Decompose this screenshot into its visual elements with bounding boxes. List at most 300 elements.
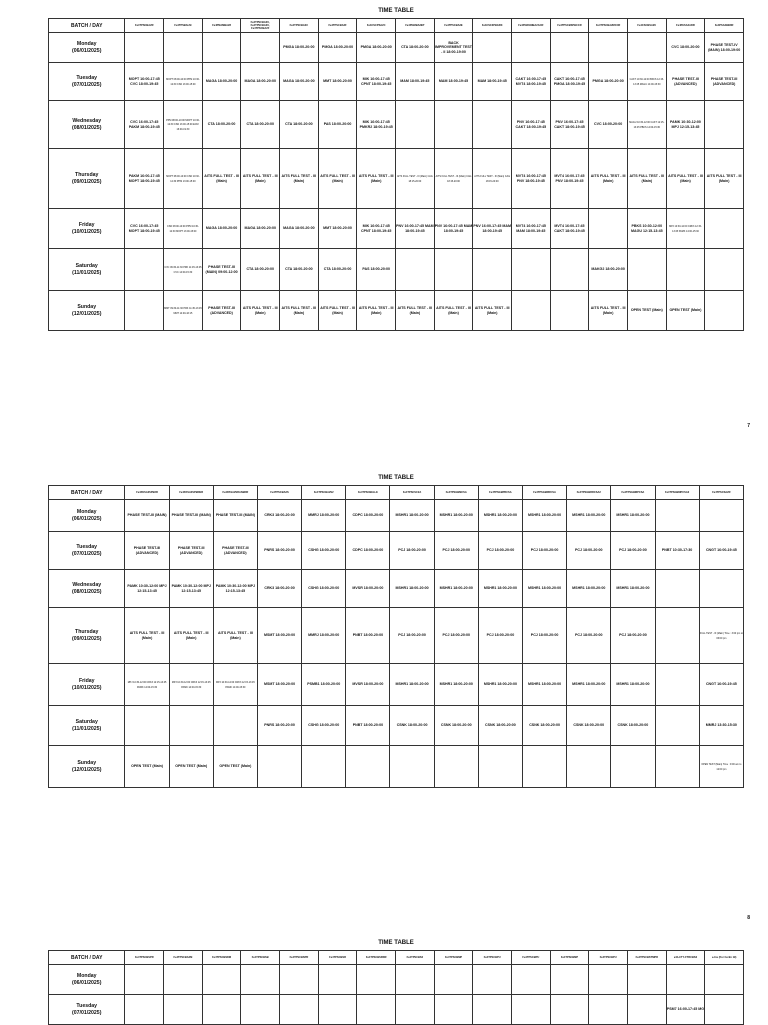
schedule-entry: AITS FULL TEST - III (Main) CAG 18:15-20:00	[435, 175, 472, 183]
schedule-cell	[213, 608, 257, 664]
schedule-cell	[567, 570, 611, 608]
header-row	[49, 486, 744, 500]
schedule-entry: MSHR1 18:00-20:00	[395, 513, 429, 518]
schedule-cell	[655, 500, 699, 532]
schedule-cell	[202, 209, 241, 249]
day-cell	[49, 291, 125, 331]
schedule-cell	[164, 995, 203, 1025]
schedule-cell	[396, 63, 435, 101]
schedule-entry: CAKT 10:30-12:00 BKKS 12:15-13:45 MAGU 14:00-15:30	[629, 78, 664, 86]
schedule-cell	[357, 965, 396, 995]
schedule-entry: CTA 18:00-20:00	[323, 267, 352, 272]
day-cell	[49, 500, 125, 532]
schedule-cell	[357, 101, 396, 149]
schedule-cell	[125, 209, 164, 249]
schedule-cell	[434, 664, 478, 706]
schedule-cell	[241, 995, 280, 1025]
schedule-cell	[512, 149, 551, 209]
schedule-entry: MVSR 18:00-20:00	[352, 682, 384, 687]
schedule-cell	[434, 995, 473, 1025]
page-number: 7	[747, 423, 750, 429]
batch-column-header: Fe4TPSCBA2M	[164, 951, 203, 965]
schedule-entry: AITS FULL TEST - III (Main)	[358, 306, 394, 315]
schedule-cell	[589, 149, 628, 209]
schedule-cell	[550, 63, 589, 101]
schedule-entry: CAKT 16:00-17:45 MVT4 18:00-19:45	[515, 77, 547, 86]
page-title: TIME TABLE	[378, 940, 414, 946]
day-cell	[49, 33, 125, 63]
schedule-entry: PHASE TEST-III (ADVANCED)	[222, 546, 249, 555]
table-row	[49, 965, 744, 995]
schedule-cell	[357, 63, 396, 101]
day-name: Monday	[76, 972, 97, 979]
schedule-entry: MOPT 08:00-10:00 CSD 10:30-12:30 PPM 13:00-15:00	[166, 175, 200, 183]
schedule-cell	[567, 746, 611, 788]
batch-column-header: Fe4TPSCBA2S	[257, 486, 301, 500]
batch-column-header: Fe4PASA2SPBDER	[169, 486, 213, 500]
schedule-entry: PNBT 18:00-20:00	[352, 633, 384, 638]
timetable-grid	[48, 950, 744, 1025]
schedule-entry: PCJ 18:00-20:00	[530, 548, 559, 553]
schedule-entry: MAGA 18:00-20:00	[244, 226, 276, 231]
day-cell	[49, 249, 125, 291]
schedule-entry: PNV 16:00-17:45 CAKT 18:00-19:45	[554, 120, 585, 129]
day-cell	[49, 995, 125, 1025]
table-row	[49, 570, 744, 608]
schedule-entry: PHASE TEST-III (ADVANCED)	[710, 77, 738, 86]
schedule-cell	[627, 209, 666, 249]
schedule-cell	[699, 706, 743, 746]
schedule-entry: MSHR1 18:00-20:00	[616, 586, 650, 591]
batch-column-header: Fe4TPSCBSB	[241, 951, 280, 965]
schedule-entry: CRK3 18:00-20:00	[264, 513, 295, 518]
schedule-cell	[705, 63, 744, 101]
schedule-cell	[390, 570, 434, 608]
batch-column-header: Fe4TPSCSC2A	[390, 486, 434, 500]
schedule-entry: MSHR1 18:00-20:00	[616, 682, 650, 687]
day-cell	[49, 965, 125, 995]
schedule-cell	[567, 500, 611, 532]
schedule-entry: PCJ 18:00-20:00	[530, 633, 559, 638]
schedule-entry: AITS FULL TEST - III (Main)	[129, 631, 165, 640]
batch-column-header: Fe4TPSCBSRDR	[357, 951, 396, 965]
schedule-entry: AITS FULL TEST - III (Main)	[242, 306, 278, 315]
schedule-cell	[478, 706, 522, 746]
schedule-cell	[357, 209, 396, 249]
schedule-entry: MSMT 18:00-20:00	[263, 633, 296, 638]
schedule-cell	[655, 664, 699, 706]
schedule-cell	[589, 209, 628, 249]
schedule-entry: MVT4 16:00-17:45 MAM 18:00-19:45	[515, 224, 546, 233]
schedule-entry: OPEN TEST (Main)	[175, 764, 208, 769]
schedule-cell	[164, 965, 203, 995]
schedule-entry: AITS FULL TEST - III (Main) CAG 18:15-20:00	[396, 175, 433, 183]
schedule-cell	[257, 608, 301, 664]
schedule-entry: CSNK 18:00-20:00	[617, 723, 649, 728]
schedule-entry: MOPT 08:00-10:00 PPM 10:30-12:30 CSD 13:00-15:00	[166, 78, 200, 86]
schedule-entry: MSHR1 18:00-20:00	[572, 513, 606, 518]
schedule-entry: PHASE TEST-III (ADVANCED)	[177, 546, 205, 555]
schedule-cell	[611, 664, 655, 706]
schedule-entry: CVC 18:00-20:00	[594, 122, 623, 127]
schedule-cell	[318, 101, 357, 149]
header-row	[49, 951, 744, 965]
schedule-cell	[627, 291, 666, 331]
schedule-cell	[280, 63, 319, 101]
schedule-cell	[202, 63, 241, 101]
schedule-entry: PMGA 18:00-20:00	[321, 45, 354, 50]
day-cell	[49, 532, 125, 570]
schedule-entry: PCJ 18:00-20:00	[574, 548, 603, 553]
schedule-cell	[396, 249, 435, 291]
schedule-entry: PBKS 10:30-12:00 MAGU 12:15-13:45	[631, 224, 663, 233]
day-name: Thursday	[75, 171, 99, 178]
schedule-cell	[125, 965, 164, 995]
schedule-entry: AITS FULL TEST - III (Main)	[218, 631, 253, 640]
schedule-entry: PSM7 16:00-17:45 MG	[666, 1007, 705, 1012]
schedule-cell	[125, 101, 164, 149]
schedule-entry: PNV 16:00-17:45 MAM 18:00-19:45	[396, 224, 434, 233]
schedule-cell	[390, 500, 434, 532]
schedule-entry: MAGA 18:00-20:00	[283, 226, 315, 231]
schedule-entry: MIK 16:00-17:45 CPNT 18:00-19:45	[361, 224, 392, 233]
schedule-entry: MSHR1 18:00-20:00	[528, 682, 562, 687]
schedule-cell	[627, 995, 666, 1025]
schedule-cell	[705, 249, 744, 291]
schedule-entry: MAM 18:00-19:45	[438, 79, 469, 84]
table-row	[49, 291, 744, 331]
schedule-entry: AITS FULL TEST - III (Main) CAG 18:15-20:00	[474, 175, 511, 183]
batch-column-header: Fe4TPSCSA2R	[699, 486, 743, 500]
schedule-cell	[666, 63, 705, 101]
schedule-cell	[213, 664, 257, 706]
table-row	[49, 746, 744, 788]
schedule-entry: PHASE TEST-III (ADVANCED)	[672, 77, 699, 86]
schedule-entry: MSHR1 18:00-20:00	[528, 586, 562, 591]
batch-column-header: Fe4TPSGBMCSA	[434, 486, 478, 500]
schedule-entry: MVT4 16:00-17:45 PNV 18:00-19:45	[554, 174, 585, 183]
schedule-cell	[523, 500, 567, 532]
schedule-entry: MSHR1 18:00-20:00	[483, 513, 517, 518]
day-date: (12/01/2025)	[72, 766, 102, 773]
batch-column-header: Fe4TPSCBSDM	[202, 951, 241, 965]
schedule-cell	[478, 500, 522, 532]
day-date: (11/01/2025)	[72, 725, 102, 732]
schedule-cell	[699, 608, 743, 664]
batch-column-header: Fe4TPSCBA2F	[318, 19, 357, 33]
schedule-cell	[473, 101, 512, 149]
batch-column-header: Fe4TPSCBA2S2	[302, 486, 346, 500]
schedule-cell	[512, 291, 551, 331]
schedule-cell	[169, 570, 213, 608]
day-date: (09/01/2025)	[72, 178, 102, 185]
schedule-cell	[434, 532, 478, 570]
schedule-cell	[213, 500, 257, 532]
schedule-cell	[169, 608, 213, 664]
schedule-cell	[241, 291, 280, 331]
schedule-entry: PCJ 18:00-20:00	[442, 633, 471, 638]
schedule-cell	[164, 249, 203, 291]
schedule-entry: AITS FULL TEST - III (Main)	[629, 174, 665, 183]
schedule-cell	[302, 706, 346, 746]
batch-column-header: Fe4TPSCBMP	[550, 951, 589, 965]
schedule-cell	[346, 664, 390, 706]
schedule-entry: PCJ 18:00-20:00	[442, 548, 471, 553]
schedule-cell	[434, 101, 473, 149]
schedule-entry: PSMB1 18:00-20:00	[307, 682, 341, 687]
schedule-cell	[705, 965, 744, 995]
schedule-entry: MMRJ 13:30-15:30	[705, 723, 737, 728]
schedule-cell	[125, 608, 169, 664]
schedule-cell	[318, 33, 357, 63]
schedule-cell	[611, 532, 655, 570]
schedule-cell	[473, 249, 512, 291]
schedule-entry: AITS FULL TEST - III (Main)	[320, 306, 355, 315]
timetable-grid	[48, 18, 744, 331]
schedule-entry: CSHG 18:00-20:00	[308, 586, 340, 591]
schedule-entry: MAGA 18:00-20:00	[283, 79, 315, 84]
timetable-grid	[48, 485, 744, 788]
schedule-cell	[434, 965, 473, 995]
schedule-cell	[280, 995, 319, 1025]
schedule-cell	[550, 33, 589, 63]
batch-column-header: Fe4TPSCBSPBCCR	[550, 19, 589, 33]
table-row	[49, 500, 744, 532]
schedule-entry: PNV 16:00-17:45 MAM 18:00-19:45	[473, 224, 511, 233]
schedule-cell	[666, 149, 705, 209]
schedule-entry: MVSR 18:00-20:00	[352, 586, 384, 591]
schedule-cell	[125, 570, 169, 608]
schedule-cell	[627, 101, 666, 149]
schedule-entry: MSHR1 18:00-20:00	[483, 586, 517, 591]
schedule-entry: CTA 18:00-20:00	[285, 267, 313, 272]
day-cell	[49, 608, 125, 664]
schedule-cell	[346, 746, 390, 788]
schedule-entry: MAM 18:00-19:45	[477, 79, 507, 84]
schedule-cell	[523, 706, 567, 746]
schedule-cell	[478, 746, 522, 788]
schedule-entry: MSHR1 18:00-20:00	[439, 682, 473, 687]
schedule-cell	[589, 63, 628, 101]
schedule-cell	[396, 209, 435, 249]
schedule-cell	[164, 291, 203, 331]
day-name: Saturday	[75, 718, 98, 725]
page-number: 8	[747, 915, 750, 921]
schedule-cell	[611, 706, 655, 746]
day-name: Wednesday	[72, 581, 102, 588]
schedule-cell	[567, 664, 611, 706]
schedule-entry: MAM 18:00-19:45	[400, 79, 430, 84]
batch-column-header: e-Ins (For Cerlm 19)	[705, 951, 744, 965]
schedule-cell	[125, 664, 169, 706]
schedule-cell	[202, 149, 241, 209]
schedule-cell	[357, 33, 396, 63]
schedule-cell	[434, 33, 473, 63]
schedule-entry: PNBT 18:00-20:00	[352, 723, 384, 728]
schedule-cell	[169, 500, 213, 532]
schedule-cell	[202, 249, 241, 291]
schedule-cell	[523, 570, 567, 608]
schedule-cell	[512, 965, 551, 995]
schedule-cell	[318, 291, 357, 331]
schedule-cell	[478, 608, 522, 664]
schedule-cell	[302, 532, 346, 570]
schedule-cell	[473, 965, 512, 995]
schedule-cell	[705, 101, 744, 149]
schedule-entry: BACK IMPROVEMENT TEST - II 18:00-19:00	[435, 40, 472, 54]
schedule-cell	[627, 965, 666, 995]
schedule-cell	[390, 608, 434, 664]
day-name: Saturday	[75, 262, 98, 269]
schedule-entry: CVC 18:00-20:00	[671, 45, 700, 50]
schedule-cell	[512, 249, 551, 291]
schedule-entry: CDPC 18:00-20:00	[352, 513, 384, 518]
schedule-cell	[434, 249, 473, 291]
schedule-entry: CSNK 18:00-20:00	[396, 723, 428, 728]
schedule-cell	[346, 706, 390, 746]
schedule-entry: MMT 09:30-11:30 PRK 11:45-13:45 MMT 14:00-16:15	[164, 307, 202, 315]
schedule-entry: PAKM 16:00-17:45 MOPT 18:00-19:45	[128, 174, 160, 183]
batch-column-header: Fe4CSCPSA2C	[357, 19, 396, 33]
schedule-entry: MSHR1 18:00-20:00	[439, 586, 473, 591]
schedule-entry: MSHR1 18:00-20:00	[439, 513, 473, 518]
table-row	[49, 33, 744, 63]
schedule-cell	[666, 101, 705, 149]
timetable-page-3	[48, 940, 744, 1025]
table-row	[49, 706, 744, 746]
schedule-cell	[164, 101, 203, 149]
day-name: Tuesday	[76, 1002, 98, 1009]
schedule-cell	[589, 249, 628, 291]
schedule-entry: PAMK 10:30-12:00 MPJ 12:15-13:45	[171, 584, 211, 593]
schedule-cell	[257, 570, 301, 608]
schedule-entry: PNRS 18:00-20:00	[264, 548, 295, 553]
schedule-cell	[699, 570, 743, 608]
batch-day-header: BATCH / DAY	[49, 19, 125, 33]
day-date: (07/01/2025)	[72, 81, 102, 88]
schedule-cell	[346, 608, 390, 664]
batch-column-header: Fe4PASA2ADR	[666, 19, 705, 33]
schedule-cell	[512, 209, 551, 249]
schedule-entry: MPJ 10:30-12:00 CRK3 12:15-13:45 PAMK 14:00-15:30	[669, 225, 702, 233]
schedule-entry: PCJ 18:00-20:00	[619, 548, 647, 553]
batch-column-header: Fe4TPSCBPU	[512, 951, 551, 965]
schedule-cell	[390, 746, 434, 788]
schedule-cell	[550, 209, 589, 249]
schedule-entry: PHASE TEST-III (MAIN)	[171, 513, 211, 518]
batch-column-header: Fe4TPSGBRRCSA2	[567, 486, 611, 500]
schedule-cell	[280, 149, 319, 209]
schedule-cell	[202, 101, 241, 149]
table-row	[49, 664, 744, 706]
batch-day-header: BATCH / DAY	[49, 951, 125, 965]
batch-column-header: e4h-CTY-FTRCBS3	[666, 951, 705, 965]
schedule-entry: PNRS 18:00-20:00	[264, 723, 295, 728]
table-row	[49, 249, 744, 291]
table-row	[49, 995, 744, 1025]
schedule-cell	[705, 291, 744, 331]
schedule-entry: FULL TEST - III (Main) Time : 3:00 pm to 06:00 pm	[699, 632, 743, 640]
schedule-cell	[357, 995, 396, 1025]
schedule-entry: CVC 09:30-11:30 PRK 11:45-13:45 CVC 14:00-15:30	[164, 266, 202, 274]
schedule-cell	[396, 149, 435, 209]
schedule-cell	[318, 209, 357, 249]
schedule-cell	[280, 965, 319, 995]
schedule-cell	[550, 995, 589, 1025]
schedule-cell	[512, 33, 551, 63]
schedule-entry: AITS FULL TEST - III (Main)	[590, 174, 626, 183]
batch-column-header: Fe4TPSCBSTMPR	[627, 951, 666, 965]
schedule-cell	[302, 500, 346, 532]
schedule-cell	[390, 532, 434, 570]
day-date: (12/01/2025)	[72, 310, 102, 317]
schedule-entry: CSHG 18:00-20:00	[308, 548, 340, 553]
schedule-cell	[473, 63, 512, 101]
batch-day-header: BATCH / DAY	[49, 486, 125, 500]
schedule-cell	[550, 249, 589, 291]
schedule-entry: MAGA 18:00-20:00	[244, 79, 276, 84]
batch-column-header: Fe4PSA2BEDR	[705, 19, 744, 33]
schedule-entry: PNV 16:00-17:45 MAM 18:00-19:45	[434, 224, 473, 233]
schedule-cell	[627, 149, 666, 209]
batch-column-header: Fe4CSC3PBGRX	[473, 19, 512, 33]
schedule-entry: PHASE TEST-III (ADVANCED)	[133, 546, 161, 555]
schedule-cell	[655, 570, 699, 608]
timetable-page-2	[48, 475, 744, 788]
batch-column-header: Fe4TPSGBMPCSA2	[655, 486, 699, 500]
table-row	[49, 608, 744, 664]
schedule-cell	[550, 149, 589, 209]
schedule-entry: MPJ 10:30-12:00 CRK3 12:15-13:45 PAMK 14:00-15:30	[127, 681, 167, 689]
schedule-entry: PHASE TEST-IV (MAIN) 18:00-19:00	[708, 43, 741, 52]
day-name: Sunday	[77, 303, 97, 310]
schedule-cell	[164, 149, 203, 209]
schedule-entry: OPEN TEST (Main)	[630, 308, 663, 313]
schedule-cell	[169, 746, 213, 788]
schedule-cell	[611, 746, 655, 788]
schedule-cell	[125, 706, 169, 746]
schedule-entry: PAMK 10:30-12:00 MPJ 12:15-13:45	[127, 584, 167, 593]
batch-column-header: Fe4TPSCBA2U, Fe4TPSCBA2U, Fe4TPSCBA2F	[241, 19, 280, 33]
schedule-entry: MSHR1 18:00-20:00	[528, 513, 562, 518]
timetable-page-1	[48, 8, 744, 331]
schedule-cell	[567, 706, 611, 746]
schedule-cell	[550, 965, 589, 995]
schedule-entry: MSHR1 18:00-20:00	[572, 682, 606, 687]
schedule-cell	[357, 291, 396, 331]
schedule-cell	[241, 63, 280, 101]
schedule-entry: CTA 18:00-20:00	[401, 45, 429, 50]
day-cell	[49, 570, 125, 608]
schedule-cell	[666, 965, 705, 995]
schedule-cell	[125, 291, 164, 331]
schedule-entry: MMT 18:00-20:00	[323, 79, 352, 84]
schedule-cell	[705, 209, 744, 249]
schedule-entry: PNBT 10:30-17:30	[661, 548, 693, 553]
schedule-cell	[434, 746, 478, 788]
schedule-entry: MVT4 16:00-17:45 PNV 18:00-19:45	[515, 174, 546, 183]
day-date: (06/01/2025)	[72, 515, 102, 522]
schedule-entry: PMGA 18:00-20:00	[592, 79, 624, 84]
schedule-cell	[280, 101, 319, 149]
schedule-cell	[396, 101, 435, 149]
schedule-cell	[589, 965, 628, 995]
schedule-cell	[655, 532, 699, 570]
batch-column-header: Fe4PNAMBA28	[202, 19, 241, 33]
schedule-cell	[666, 995, 705, 1025]
schedule-entry: MMT 18:00-20:00	[323, 226, 352, 231]
schedule-cell	[478, 664, 522, 706]
